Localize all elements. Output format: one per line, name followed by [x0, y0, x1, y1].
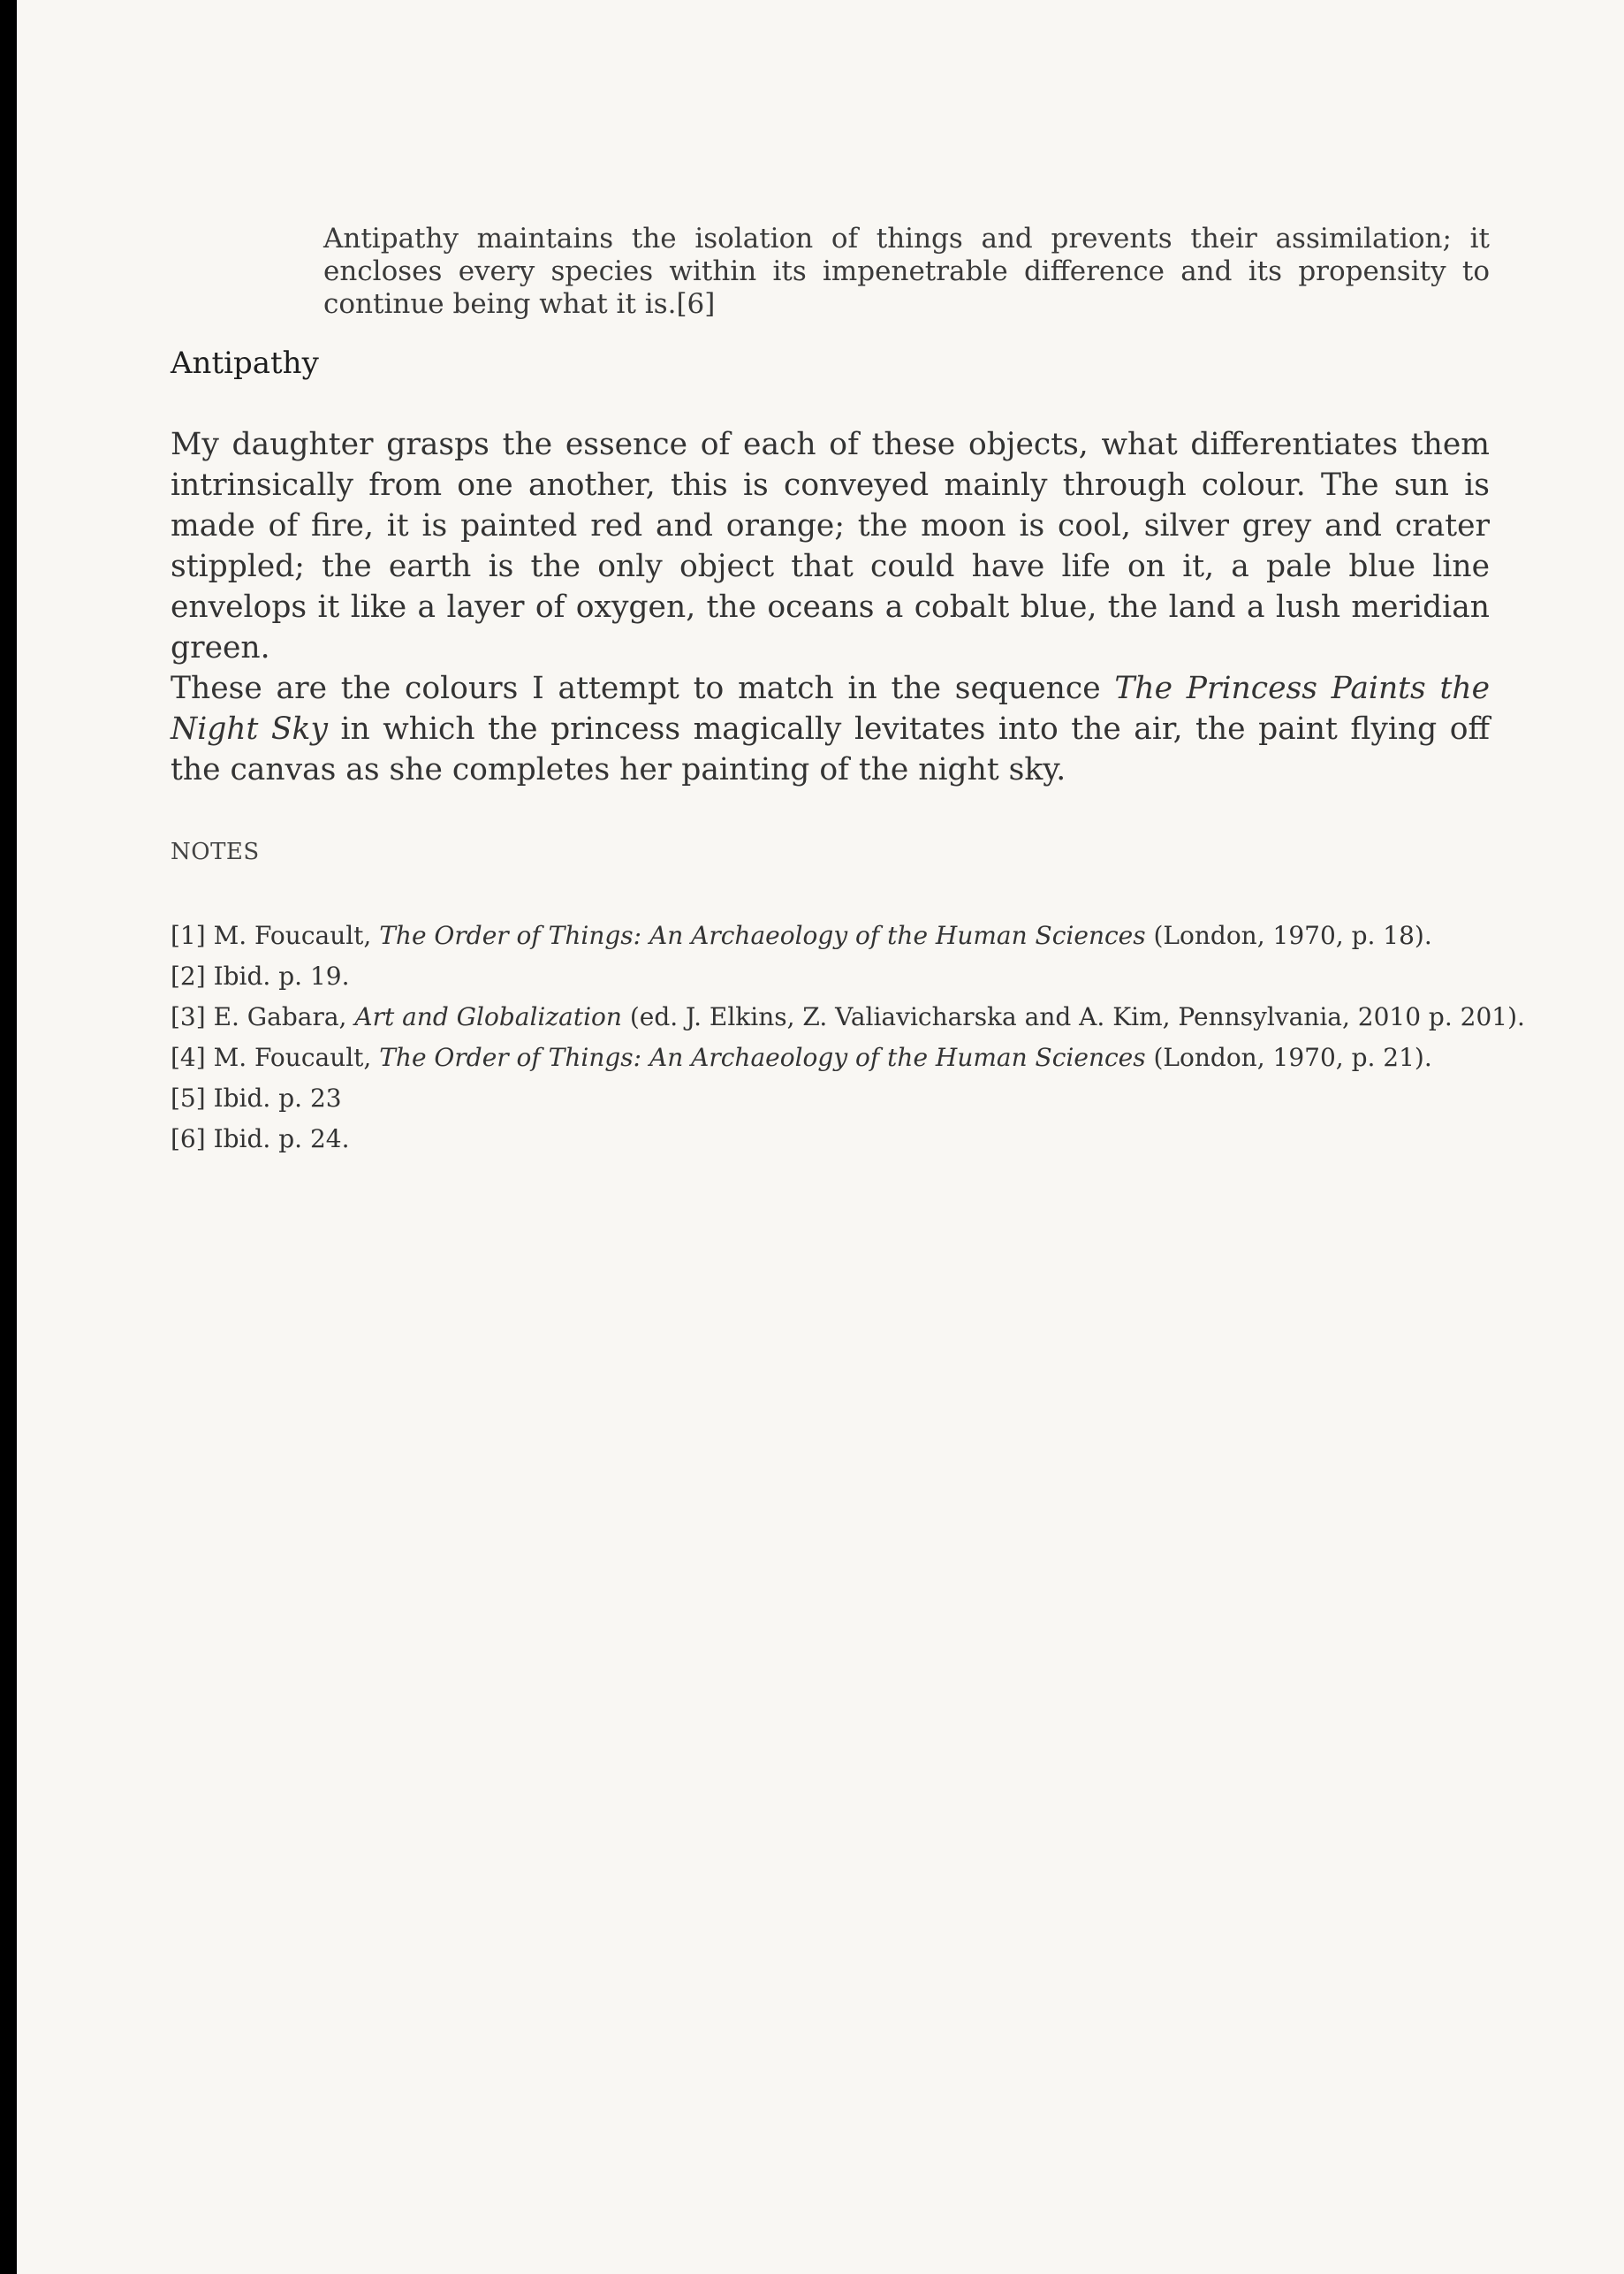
note-suffix: (London, 1970, p. 18).	[1145, 921, 1432, 950]
note-prefix: [5] Ibid. p. 23	[171, 1084, 342, 1113]
note-prefix: [6] Ibid. p. 24.	[171, 1124, 350, 1153]
note-prefix: [4] M. Foucault,	[171, 1043, 380, 1072]
note-title: The Order of Things: An Archaeology of the Human Sciences	[379, 1043, 1146, 1072]
notes-list	[171, 916, 1525, 1160]
note-item-2	[171, 956, 1525, 997]
note-item-6	[171, 1119, 1525, 1160]
note-item-5	[171, 1078, 1525, 1119]
artwork-title: The Princess Paints the Night Sky	[171, 671, 1491, 747]
document-page	[17, 0, 1624, 2274]
paragraph-2-text-before: These are the colours I attempt to match in the sequence	[171, 671, 1115, 706]
note-item-3	[171, 997, 1525, 1038]
body-paragraph-1: My daughter grasps the essence of each of these objects, what differentiates them intrinsically from one another, this is conveyed mainly through colour. The sun is made of fire, it is painted red and orange; the moon is cool, silver grey and crater stippled; the earth is the only object that could have life on it, a pale blue line envelops it like a layer of oxygen, the oceans a cobalt blue, the land a lush meridian green.	[171, 427, 1490, 665]
body-paragraph-2	[171, 668, 1490, 790]
section-heading: Antipathy	[171, 346, 319, 381]
note-title: Art and Globalization	[354, 1002, 622, 1031]
note-item-1	[171, 916, 1525, 956]
note-prefix: [2] Ibid. p. 19.	[171, 962, 350, 991]
notes-label: NOTES	[171, 839, 260, 865]
note-title: The Order of Things: An Archaeology of the Human Sciences	[379, 921, 1146, 950]
note-prefix: [1] M. Foucault,	[171, 921, 380, 950]
block-quote: Antipathy maintains the isolation of things and prevents their assimilation; it encloses every species within its impenetrable difference and its propensity to continue being what it is.[6]	[323, 223, 1490, 320]
paragraph-2-text-after: in which the princess magically levitates into the air, the paint flying off the canvas as she completes her painting of the night sky.	[171, 711, 1490, 787]
note-item-4	[171, 1038, 1525, 1078]
note-suffix: (London, 1970, p. 21).	[1145, 1043, 1432, 1072]
note-suffix: (ed. J. Elkins, Z. Valiavicharska and A. Kim, Pennsylvania, 2010 p. 201).	[621, 1002, 1525, 1031]
note-prefix: [3] E. Gabara,	[171, 1002, 355, 1031]
